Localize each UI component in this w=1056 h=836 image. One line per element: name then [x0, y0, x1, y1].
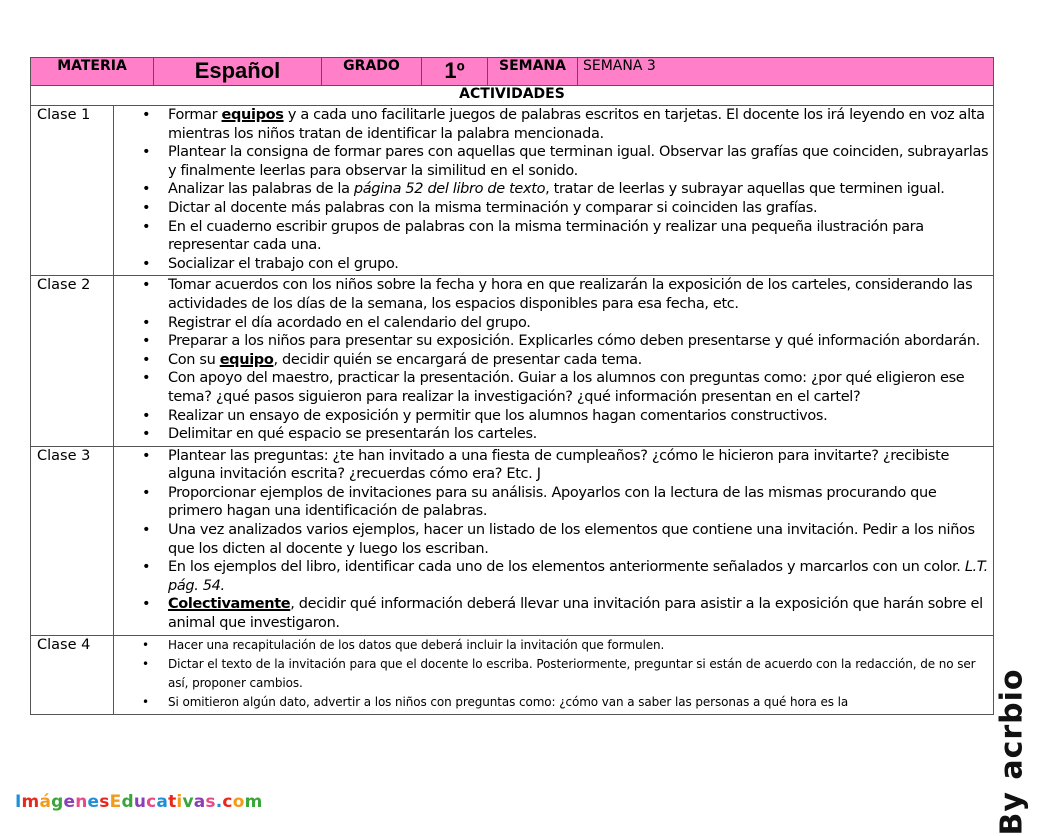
activity-item [114, 276, 989, 313]
logo-letter: o [232, 792, 245, 812]
activity-item [114, 558, 989, 595]
logo-letter: i [176, 792, 183, 812]
logo-letter: . [215, 792, 223, 812]
activity-text: Con apoyo del maestro, practicar la presentación. Guiar a los alumnos con preguntas como: ¿por qué eligieron ese tema? ¿qué pasos siguieron para realizar la investigación? ¿qué información presentan en el cartel? [168, 370, 965, 405]
activity-text: Si omitieron algún dato, advertir a los niños con preguntas como: ¿cómo van a saber las personas a qué hora es la [168, 694, 849, 709]
actividades-row [31, 86, 994, 106]
clase-row [31, 276, 994, 446]
clase-row [31, 635, 994, 714]
activity-item [114, 407, 989, 426]
activity-item [114, 218, 989, 255]
logo-letter: t [168, 792, 177, 812]
activity-item [114, 314, 989, 333]
clase-activities [114, 106, 994, 276]
materia-label: MATERIA [31, 58, 154, 86]
grado-value: 1º [422, 58, 488, 86]
activity-item [114, 447, 989, 484]
lesson-plan-table [30, 57, 994, 715]
logo-letter: s [99, 792, 110, 812]
logo-letter: e [63, 792, 76, 812]
clase-activities [114, 446, 994, 635]
activity-item [114, 351, 989, 370]
activity-item [114, 425, 989, 444]
logo-letter: c [222, 792, 233, 812]
activity-text: Dictar al docente más palabras con la misma terminación y comparar si coinciden las grafías. [168, 199, 818, 216]
header-row [31, 58, 994, 86]
logo-letter: a [193, 792, 206, 812]
logo-letter: v [182, 792, 194, 812]
logo-letter: E [109, 792, 122, 812]
logo-letter: u [133, 792, 147, 812]
clase-label: Clase 3 [31, 446, 114, 635]
logo-letter: m [244, 792, 263, 812]
activity-text: Registrar el día acordado en el calendario del grupo. [168, 314, 531, 331]
activity-text: Tomar acuerdos con los niños sobre la fecha y hora en que realizarán la exposición de los carteles, considerando las actividades de los días de la semana, los espacios disponibles para esa fecha, etc. [168, 277, 973, 312]
imagenes-educativas-logo [15, 792, 263, 812]
materia-value: Español [154, 58, 322, 86]
logo-letter: d [121, 792, 134, 812]
activity-item [114, 106, 989, 143]
clase-row [31, 106, 994, 276]
activity-item [114, 521, 989, 558]
semana-label: SEMANA [488, 58, 578, 86]
activity-text: Proporcionar ejemplos de invitaciones para su análisis. Apoyarlos con la lectura de las mismas procurando que primero hagan una identificación de palabras. [168, 484, 937, 520]
activity-text: Socializar el trabajo con el grupo. [168, 255, 399, 272]
activity-text: Plantear las preguntas: ¿te han invitado a una fiesta de cumpleaños? ¿cómo le hicieron para invitarte? ¿recibiste alguna invitación escrita? ¿recuerdas cómo era? Etc. J [168, 447, 950, 483]
activity-item [114, 484, 989, 521]
activity-text: Formar [168, 107, 222, 123]
logo-letter: m [21, 792, 40, 812]
clase-label: Clase 1 [31, 106, 114, 276]
activity-item [114, 655, 989, 693]
activity-text: Realizar un ensayo de exposición y permitir que los alumnos hagan comentarios constructivos. [168, 407, 828, 424]
activity-item [114, 636, 989, 655]
activity-item [114, 332, 989, 351]
logo-letter: n [75, 792, 88, 812]
activity-text: Plantear la consigna de formar pares con aquellas que terminan igual. Observar las grafías que coinciden, subrayarlas y finalmente leerlas para observar la similitud en el sonido. [168, 144, 989, 179]
clase-label: Clase 2 [31, 276, 114, 446]
grado-label: GRADO [322, 58, 422, 86]
underlined-keyword: equipo [219, 351, 274, 368]
activity-text: Hacer una recapitulación de los datos que deberá incluir la invitación que formulen. [168, 637, 665, 652]
logo-letter: á [39, 792, 52, 812]
actividades-heading: ACTIVIDADES [31, 86, 994, 106]
activity-item [114, 369, 989, 406]
activity-text: Con su [168, 351, 220, 368]
activity-text: y a cada uno facilitarle juegos de palabras escritos en tarjetas. El docente los irá leyendo en voz alta mientras los niños tratan de identificar la palabra mencionada. [168, 107, 985, 142]
activity-text: Analizar las palabras de la [168, 181, 354, 198]
logo-letter: c [146, 792, 157, 812]
logo-letter: e [87, 792, 100, 812]
clase-activities [114, 276, 994, 446]
clase-row [31, 446, 994, 635]
clase-activities [114, 635, 994, 714]
logo-letter: I [15, 792, 22, 812]
activity-text: Dictar el texto de la invitación para que el docente lo escriba. Posteriormente, preguntar si están de acuerdo con la redacción, de no ser así, proponer cambios. [168, 656, 976, 690]
italic-reference: L.T. pág. 54. [168, 559, 988, 594]
activity-item [114, 199, 989, 218]
italic-reference: página 52 del libro de texto [353, 181, 546, 198]
activity-text: En los ejemplos del libro, identificar cada uno de los elementos anteriormente señalados y marcarlos con un color. [168, 559, 965, 576]
activity-item [114, 595, 989, 632]
semana-value: SEMANA 3 [578, 58, 994, 86]
logo-letter: s [205, 792, 216, 812]
logo-letter: g [51, 792, 64, 812]
activity-item [114, 180, 989, 199]
activity-item [114, 143, 989, 180]
signature: By acrbio [994, 668, 1030, 836]
activity-text: , decidir quién se encargará de presentar cada tema. [273, 351, 642, 368]
activity-text: Preparar a los niños para presentar su exposición. Explicarles cómo deben presentarse y qué información abordarán. [168, 333, 980, 350]
activity-item [114, 255, 989, 274]
underlined-keyword: Colectivamente [168, 596, 291, 613]
activity-text: Delimitar en qué espacio se presentarán los carteles. [168, 426, 537, 443]
activity-text: En el cuaderno escribir grupos de palabras con la misma terminación y realizar una pequeña ilustración para representar cada una. [168, 218, 924, 254]
underlined-keyword: equipos [221, 107, 284, 123]
logo-letter: a [156, 792, 169, 812]
activity-text: Una vez analizados varios ejemplos, hacer un listado de los elementos que contiene una invitación. Pedir a los niños que los dicten al docente y luego los escriban. [168, 522, 975, 557]
activity-text: , tratar de leerlas y subrayar aquellas que terminen igual. [545, 181, 945, 198]
clase-label: Clase 4 [31, 635, 114, 714]
activity-item [114, 693, 989, 712]
activity-text: , decidir qué información deberá llevar una invitación para asistir a la exposición que harán sobre el animal que investigaron. [168, 596, 983, 632]
